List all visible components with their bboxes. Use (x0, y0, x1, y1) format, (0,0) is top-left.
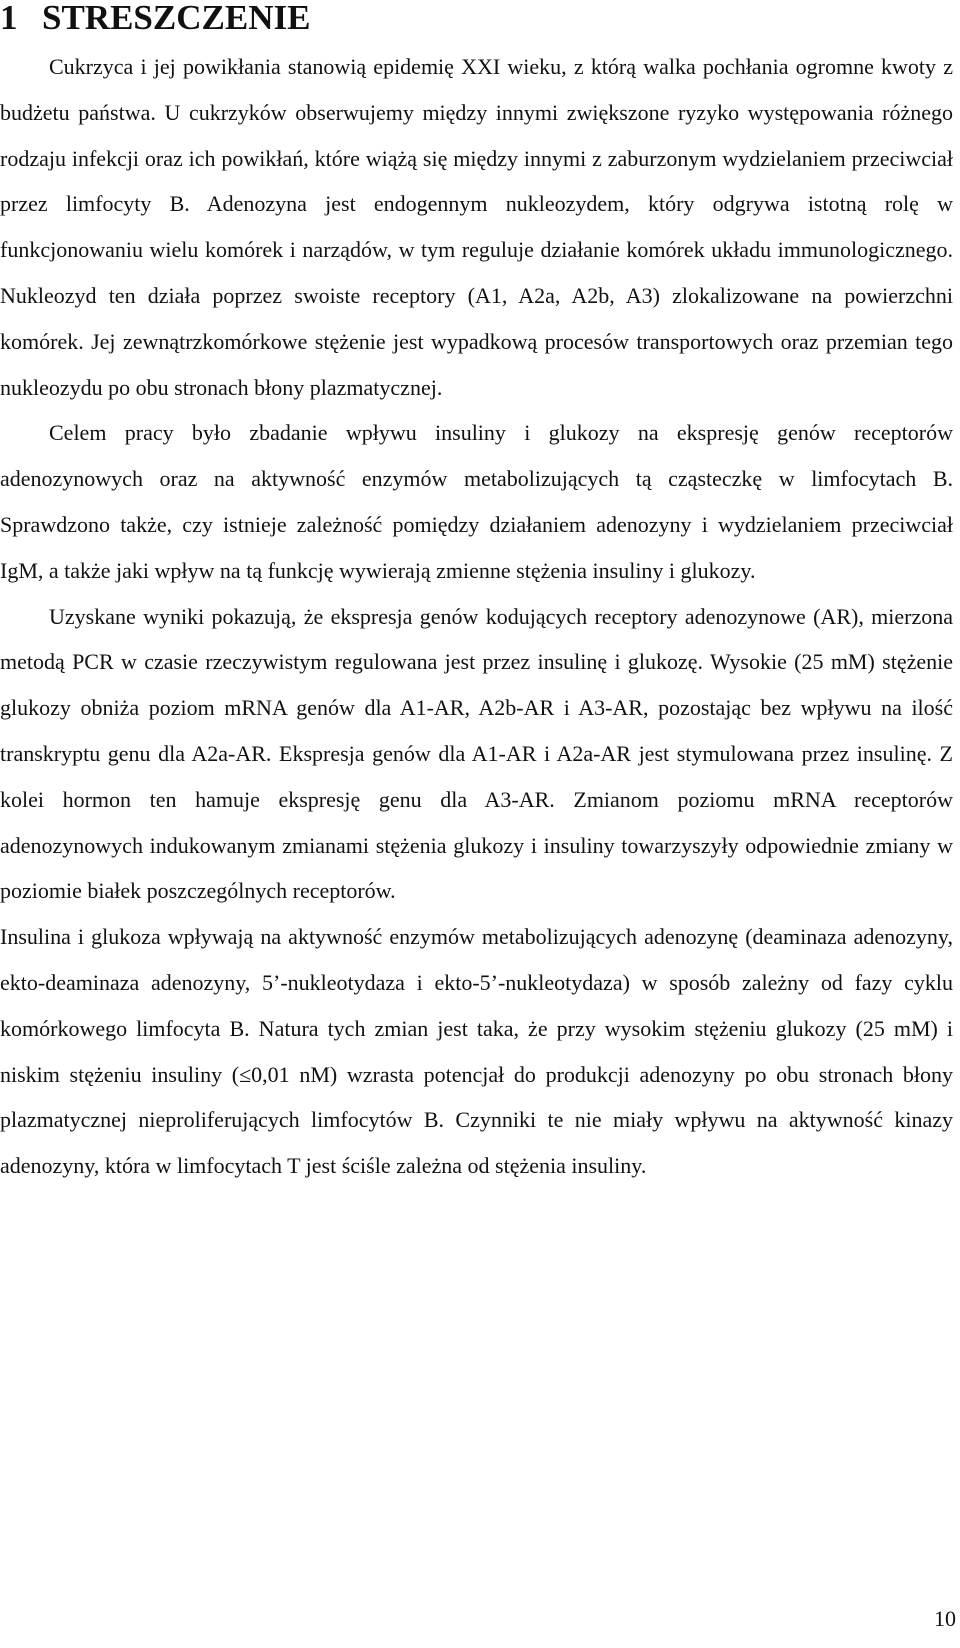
section-title: STRESZCZENIE (42, 0, 311, 37)
paragraph-2: Celem pracy było zbadanie wpływu insuliny i glukozy na ekspresję genów receptorów adenozynowych oraz na aktywność enzymów metabolizujących tą cząsteczkę w limfocytach B. Sprawdzono także, czy istnieje zależność pomiędzy działaniem adenozyny i wydzielaniem przeciwciał IgM, a także jaki wpływ na tą funkcję wywierają zmienne stężenia insuliny i glukozy. (0, 420, 953, 583)
paragraph-4: Insulina i glukoza wpływają na aktywność enzymów metabolizujących adenozynę (deaminaza adenozyny, ekto-deaminaza adenozyny, 5’-nukleotydaza i ekto-5’-nukleotydaza) w sposób zależny od fazy cyklu komórkowego limfocyta B. Natura tych zmian jest taka, że przy wysokim stężeniu glukozy (25 mM) i niskim stężeniu insuliny (≤0,01 nM) wzrasta potencjał do produkcji adenozyny po obu stronach błony plazmatycznej nieproliferujących limfocytów B. Czynniki te nie miały wpływu na aktywność kinazy adenozyny, która w limfocytach T jest ściśle zależna od stężenia insuliny. (0, 924, 953, 1179)
page-number: 10 (934, 1606, 956, 1631)
section-heading (0, 0, 310, 36)
section-number: 1 (0, 0, 18, 37)
paragraph-3: Uzyskane wyniki pokazują, że ekspresja genów kodujących receptory adenozynowe (AR), mierzona metodą PCR w czasie rzeczywistym regulowana jest przez insulinę i glukozę. Wysokie (25 mM) stężenie glukozy obniża poziom mRNA genów dla A1-AR, A2b-AR i A3-AR, pozostając bez wpływu na ilość transkryptu genu dla A2a-AR. Ekspresja genów dla A1-AR i A2a-AR jest stymulowana przez insulinę. Z kolei hormon ten hamuje ekspresję genu dla A3-AR. Zmianom poziomu mRNA receptorów adenozynowych indukowanym zmianami stężenia glukozy i insuliny towarzyszyły odpowiednie zmiany w poziomie białek poszczególnych receptorów. (0, 603, 953, 904)
paragraph-1: Cukrzyca i jej powikłania stanowią epidemię XXI wieku, z którą walka pochłania ogromne kwoty z budżetu państwa. U cukrzyków obserwujemy między innymi zwiększone ryzyko występowania różnego rodzaju infekcji oraz ich powikłań, które wiążą się między innymi z zaburzonym wydzielaniem przeciwciał przez limfocyty B. Adenozyna jest endogennym nukleozydem, który odgrywa istotną rolę w funkcjonowaniu wielu komórek i narządów, w tym reguluje działanie komórek układu immunologicznego. Nukleozyd ten działa poprzez swoiste receptory (A1, A2a, A2b, A3) zlokalizowane na powierzchni komórek. Jej zewnątrzkomórkowe stężenie jest wypadkową procesów transportowych oraz przemian tego nukleozydu po obu stronach błony plazmatycznej. (0, 54, 953, 400)
abstract-body (0, 44, 953, 1189)
